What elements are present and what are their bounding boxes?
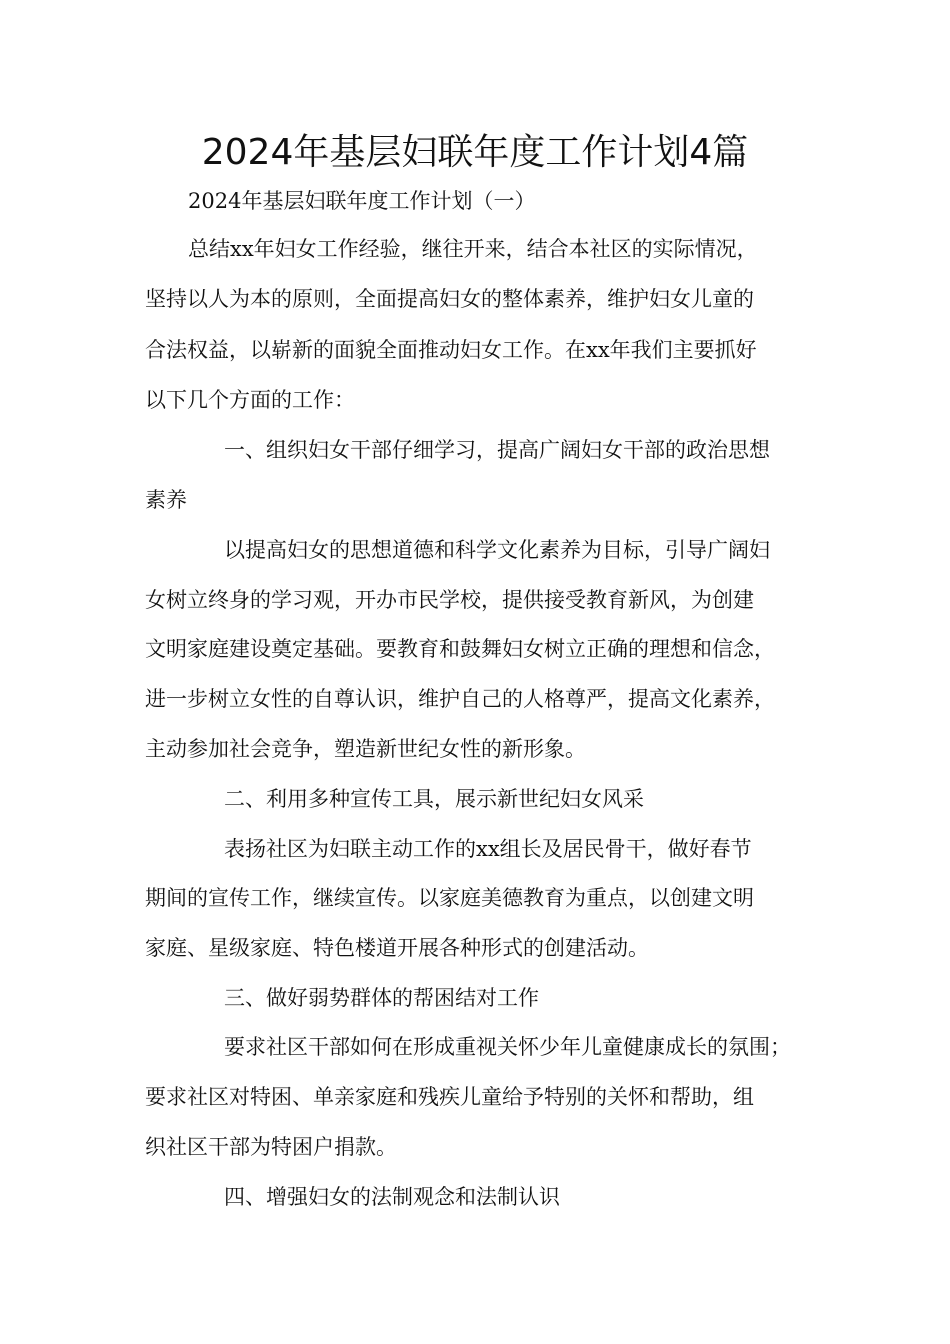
paragraph-line: 主动参加社会竞争，塑造新世纪女性的新形象。 [145,737,586,761]
paragraph-line: 进一步树立女性的自尊认识，维护自己的人格尊严，提高文化素养， [145,687,775,711]
document-subtitle: 2024年基层妇联年度工作计划（一） [188,189,536,213]
paragraph-line: 合法权益，以崭新的面貌全面推动妇女工作。在xx年我们主要抓好 [145,338,757,362]
section-heading-4: 四、增强妇女的法制观念和法制认识 [224,1185,560,1209]
paragraph-line: 以下几个方面的工作： [145,388,355,412]
section-heading-2: 二、利用多种宣传工具，展示新世纪妇女风采 [224,787,644,811]
document-title: 2024年基层妇联年度工作计划4篇 [201,132,749,173]
paragraph-line: 以提高妇女的思想道德和科学文化素养为目标，引导广阔妇 [224,538,770,562]
paragraph-line: 期间的宣传工作，继续宣传。以家庭美德教育为重点，以创建文明 [145,886,754,910]
paragraph-line: 女树立终身的学习观，开办市民学校，提供接受教育新风，为创建 [145,588,754,612]
paragraph-line: 表扬社区为妇联主动工作的xx组长及居民骨干，做好春节 [224,837,752,861]
paragraph-line: 家庭、星级家庭、特色楼道开展各种形式的创建活动。 [145,936,649,960]
paragraph-line: 要求社区对特困、单亲家庭和残疾儿童给予特别的关怀和帮助，组 [145,1085,754,1109]
paragraph-line: 文明家庭建设奠定基础。要教育和鼓舞妇女树立正确的理想和信念， [145,637,775,661]
section-heading-3: 三、做好弱势群体的帮困结对工作 [224,986,539,1010]
paragraph-line: 要求社区干部如何在形成重视关怀少年儿童健康成长的氛围； [224,1035,791,1059]
section-heading-1: 一、组织妇女干部仔细学习，提高广阔妇女干部的政治思想 [224,438,770,462]
paragraph-line: 总结xx年妇女工作经验，继往开来，结合本社区的实际情况， [188,237,758,261]
paragraph-line: 织社区干部为特困户捐款。 [145,1135,397,1159]
section-heading-1-cont: 素养 [145,488,187,512]
paragraph-line: 坚持以人为本的原则，全面提高妇女的整体素养，维护妇女儿童的 [145,287,754,311]
